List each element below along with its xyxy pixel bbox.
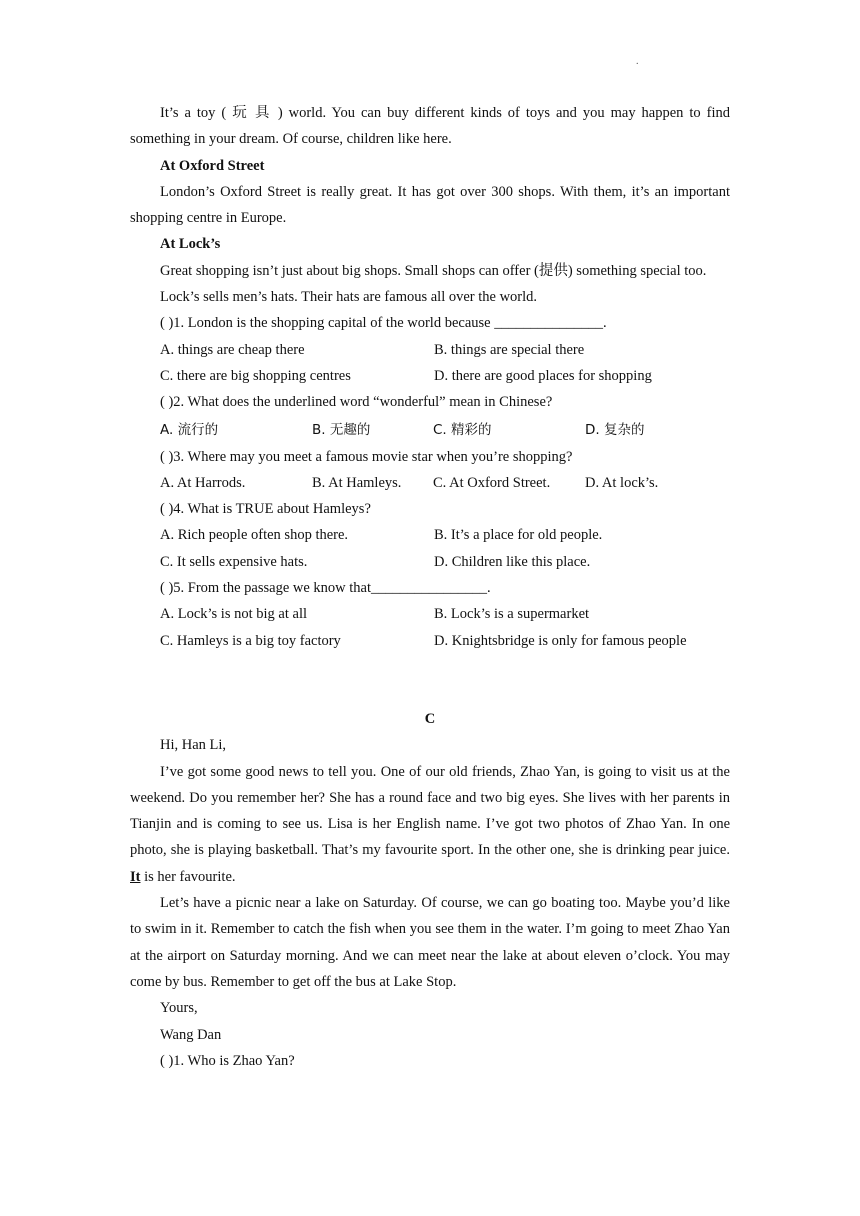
letter-paragraph-1 bbox=[130, 759, 730, 890]
question-stem: ( )3. Where may you meet a famous movie star when you’re shopping? bbox=[160, 448, 573, 465]
letter-closing: Yours, bbox=[160, 1000, 198, 1017]
document-page bbox=[130, 100, 730, 1074]
option-row bbox=[130, 337, 730, 363]
option-c: C. Hamleys is a big toy factory bbox=[160, 632, 341, 649]
option-a: A. Rich people often shop there. bbox=[160, 527, 349, 544]
locks-paragraph-1: Great shopping isn’t just about big shops. Small shops can offer (提供) something special too. bbox=[160, 262, 707, 279]
header-mark: . bbox=[636, 56, 639, 67]
option-row bbox=[130, 363, 730, 389]
letter-greeting: Hi, Han Li, bbox=[160, 737, 227, 754]
option-b: B. things are special there bbox=[434, 341, 585, 358]
question-stem: ( )4. What is TRUE about Hamleys? bbox=[160, 501, 371, 518]
option-c: C. there are big shopping centres bbox=[160, 367, 351, 384]
paragraph-text: I’ve got some good news to tell you. One of our old friends, Zhao Yan, is going to visit us at the weekend. Do you remember her? She has a round face and two big eyes. She lives with her parents in Tianjin and is coming to see us. Lisa is her English name. I’ve got two photos of Zhao Yan. In one photo, she is playing basketball. That’s my favourite sport. In the other one, she is drinking pear juice. bbox=[130, 763, 730, 859]
locks-heading: At Lock’s bbox=[160, 236, 221, 253]
option-row bbox=[130, 628, 730, 654]
section-heading: C bbox=[424, 710, 436, 727]
option-a: A. things are cheap there bbox=[160, 341, 305, 358]
option-row bbox=[130, 470, 730, 496]
letter-paragraph-2: Let’s have a picnic near a lake on Saturday. Of course, we can go boating too. Maybe you’d like to swim in it. Remember to catch the fish when you see them in the water. I’m going to meet Zhao Yan at the airport on Saturday morning. And we can meet near the lake at about eleven o’clock. You may come by bus. Remember to get off the bus at Lake Stop. bbox=[130, 895, 730, 990]
option-a: A. At Harrods. bbox=[160, 474, 246, 491]
option-row bbox=[130, 416, 730, 444]
option-b: B. Lock’s is a supermarket bbox=[434, 606, 590, 623]
question-stem: ( )1. London is the shopping capital of the world because _______________. bbox=[160, 315, 607, 332]
option-b: B. 无趣的 bbox=[312, 421, 371, 438]
section-gap bbox=[130, 654, 730, 706]
option-a: A. Lock’s is not big at all bbox=[160, 606, 307, 623]
option-d: D. 复杂的 bbox=[585, 421, 645, 438]
option-c: C. At Oxford Street. bbox=[433, 474, 551, 491]
letter-signature: Wang Dan bbox=[160, 1026, 222, 1043]
option-b: B. At Hamleys. bbox=[312, 474, 402, 491]
option-c: C. It sells expensive hats. bbox=[160, 553, 308, 570]
option-d: D. Children like this place. bbox=[434, 553, 591, 570]
hamleys-paragraph: It’s a toy ( 玩 具 ) world. You can buy different kinds of toys and you may happen to find something in your dream. Of course, children like here. bbox=[130, 105, 730, 148]
question-stem: ( )2. What does the underlined word “wonderful” mean in Chinese? bbox=[160, 394, 553, 411]
paragraph-text: is her favourite. bbox=[140, 868, 236, 885]
option-row bbox=[130, 522, 730, 548]
option-b: B. It’s a place for old people. bbox=[434, 527, 603, 544]
oxford-street-paragraph: London’s Oxford Street is really great. It has got over 300 shops. With them, it’s an important shopping centre in Europe. bbox=[130, 183, 730, 227]
option-d: D. At lock’s. bbox=[585, 474, 659, 491]
option-d: D. Knightsbridge is only for famous people bbox=[434, 632, 687, 649]
underlined-word: It bbox=[130, 868, 141, 885]
option-row bbox=[130, 601, 730, 627]
option-d: D. there are good places for shopping bbox=[434, 367, 652, 384]
option-c: C. 精彩的 bbox=[433, 421, 492, 438]
question-stem: ( )1. Who is Zhao Yan? bbox=[160, 1052, 295, 1069]
locks-paragraph-2: Lock’s sells men’s hats. Their hats are famous all over the world. bbox=[160, 289, 538, 306]
oxford-street-heading: At Oxford Street bbox=[160, 157, 265, 174]
option-a: A. 流行的 bbox=[160, 421, 219, 438]
question-stem: ( )5. From the passage we know that________________. bbox=[160, 580, 491, 597]
option-row bbox=[130, 549, 730, 575]
